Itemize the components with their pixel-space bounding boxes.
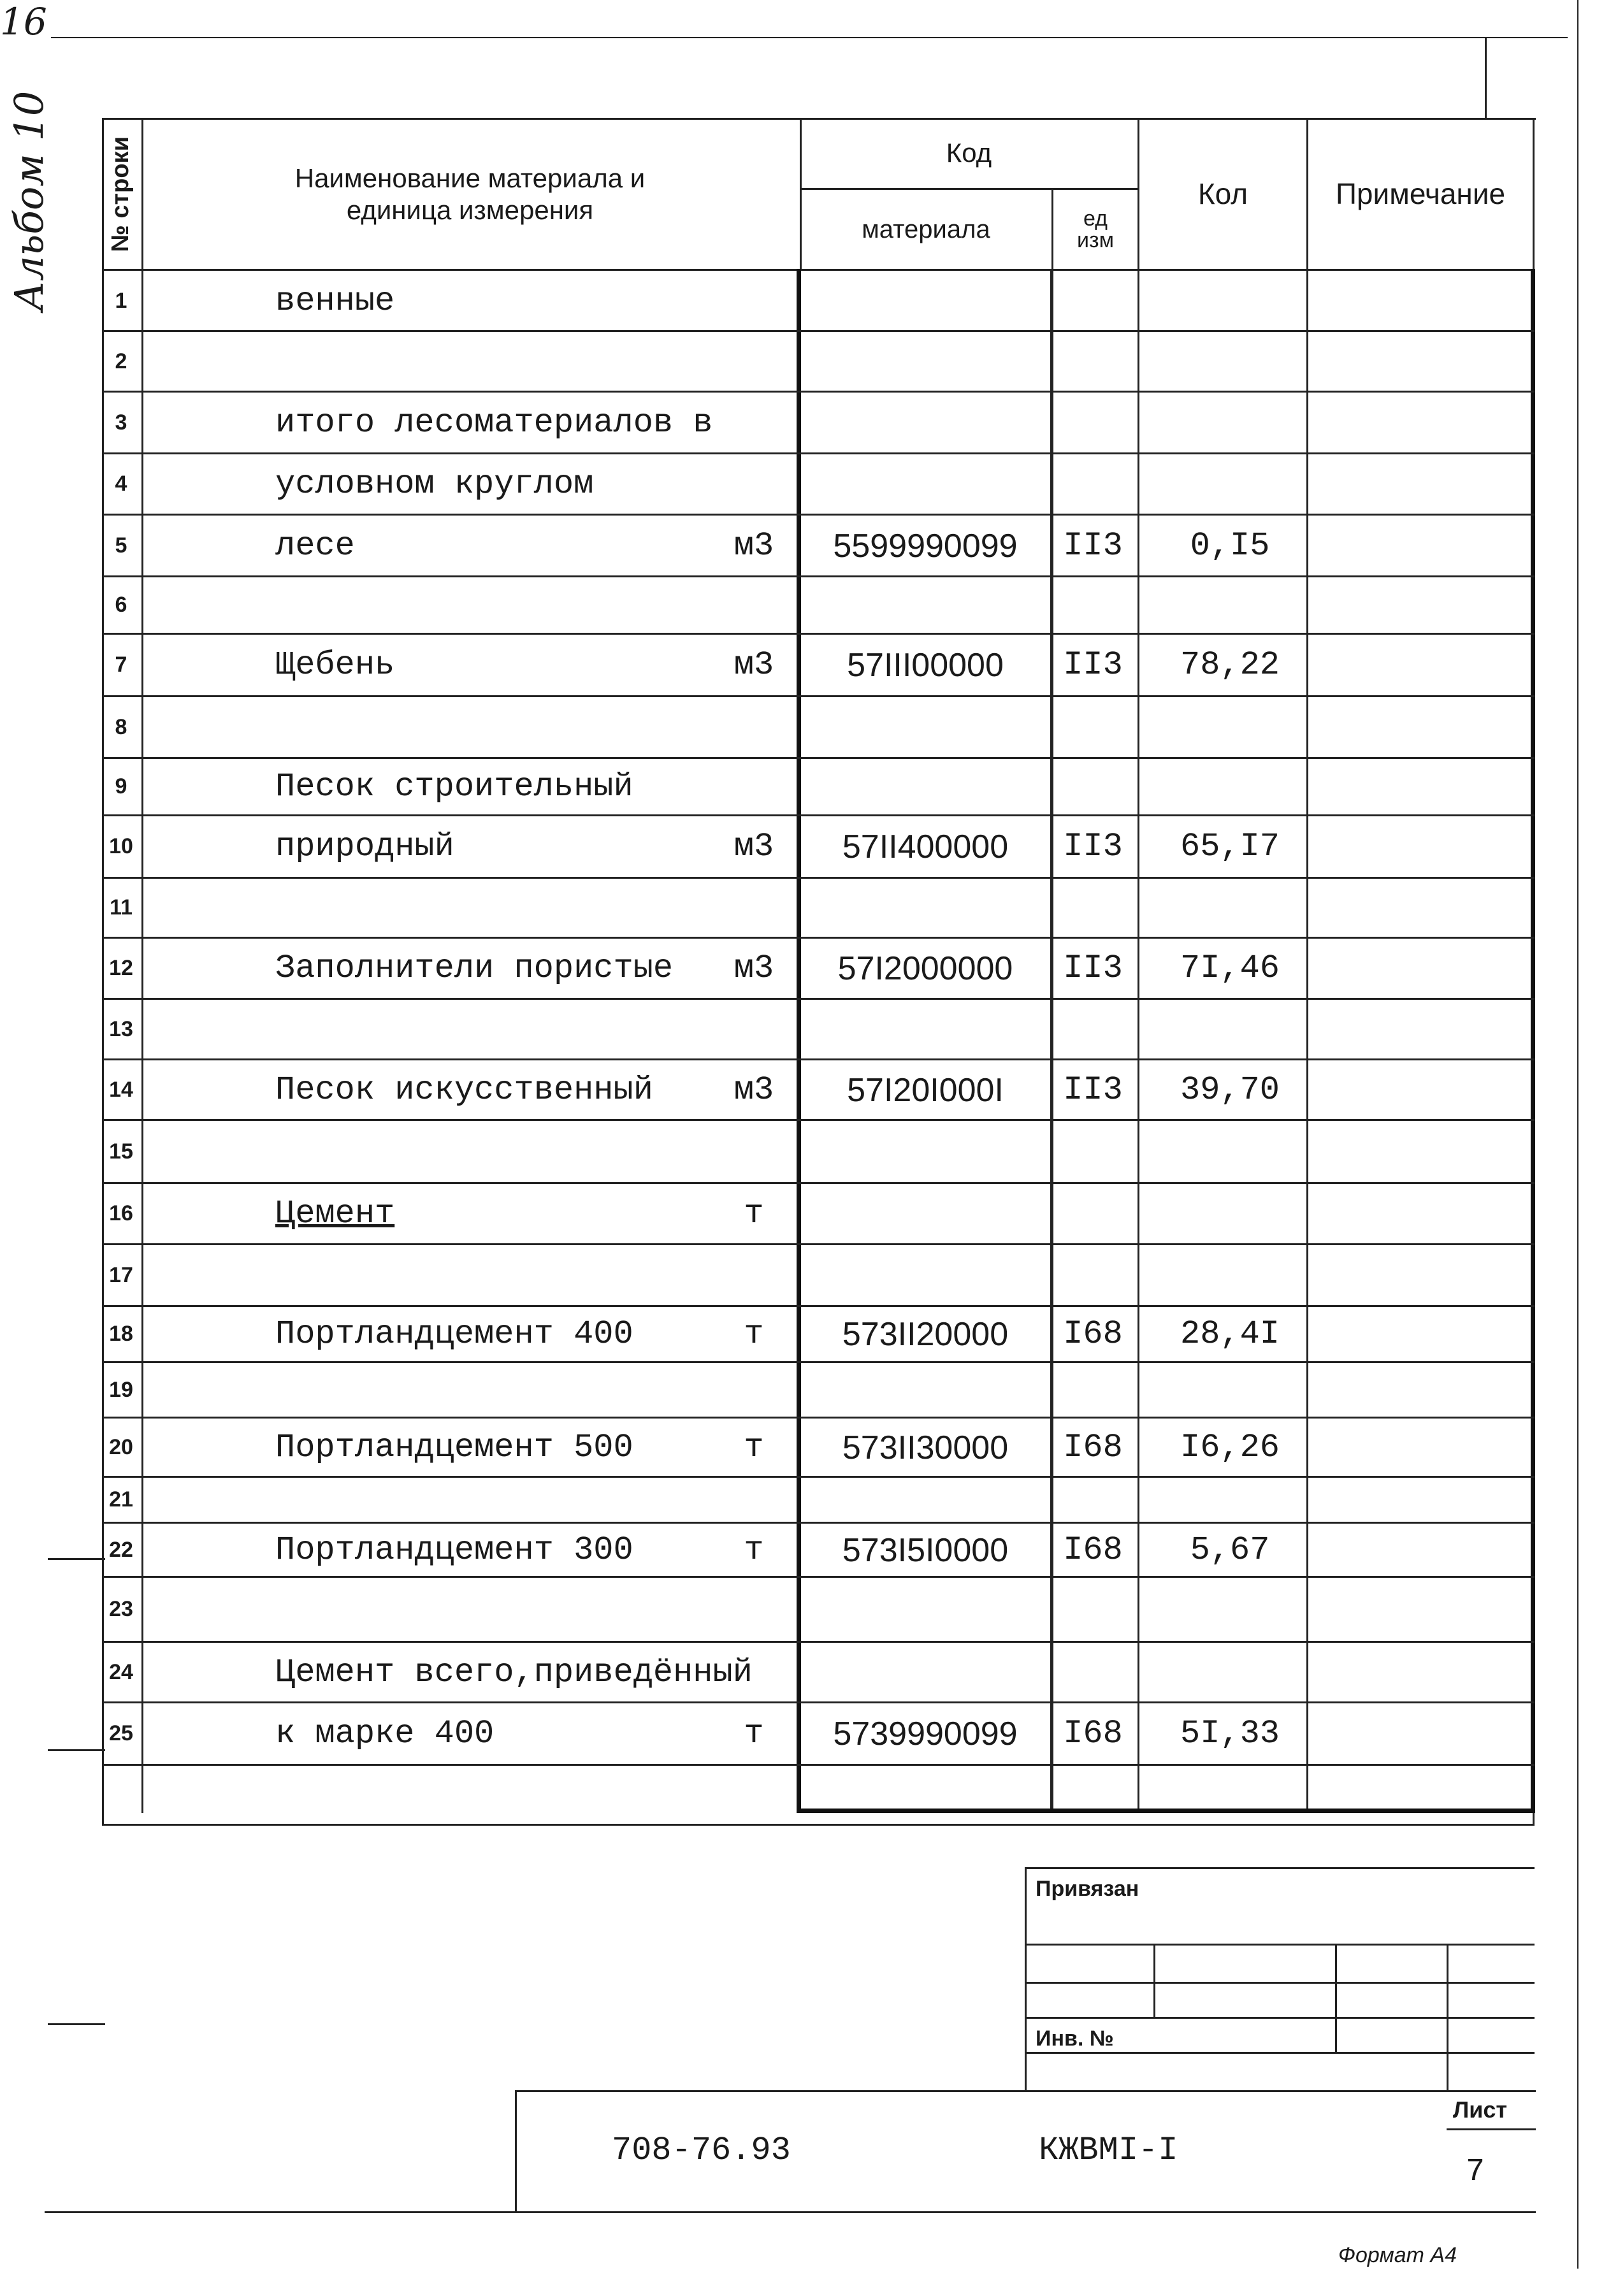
material-name: природный	[275, 828, 454, 865]
unit-of-measure: м3	[733, 526, 774, 565]
row-number: 24	[109, 1659, 133, 1684]
unit-of-measure: м3	[733, 828, 774, 865]
quantity: 5,67	[1190, 1531, 1270, 1569]
stamp-line-1	[1025, 1944, 1535, 1946]
material-name: лесе	[275, 526, 355, 565]
unit-code: II3	[1063, 949, 1123, 987]
row-number: 21	[109, 1487, 133, 1512]
header-bottom-line	[102, 269, 1535, 271]
material-name: Портландцемент 400	[275, 1315, 633, 1353]
code-ed-divider	[1050, 269, 1053, 1813]
album-note: Альбом 10	[5, 90, 52, 311]
row-number: 1	[115, 288, 127, 313]
stamp-col-3	[1447, 1944, 1448, 2090]
margin-mark-2	[48, 1749, 105, 1751]
rowno-divider	[141, 118, 143, 1813]
material-code: 5599990099	[833, 527, 1018, 565]
unit-of-measure: м3	[733, 1071, 774, 1109]
header-code: Код	[946, 137, 992, 168]
table-top-line	[102, 118, 1536, 120]
row-divider	[102, 1182, 1535, 1184]
row-divider	[102, 633, 1535, 635]
table-bottom-line	[102, 1824, 1535, 1826]
code-sub-line	[800, 188, 1138, 190]
row-number: 18	[109, 1322, 133, 1346]
stamp-line-4	[1025, 2052, 1535, 2054]
row-number: 12	[109, 956, 133, 980]
row-number: 14	[109, 1077, 133, 1102]
row-divider	[102, 1119, 1535, 1121]
margin-mark-3	[48, 2023, 105, 2025]
row-divider	[102, 1417, 1535, 1419]
top-border	[51, 37, 1568, 38]
row-divider	[102, 998, 1535, 1000]
row-divider	[102, 514, 1535, 516]
quantity: 39,70	[1180, 1071, 1280, 1109]
row-number: 10	[109, 834, 133, 858]
unit-of-measure: т	[744, 1428, 764, 1466]
row-number: 16	[109, 1201, 133, 1225]
code-frame-right	[1531, 269, 1535, 1813]
row-divider	[102, 1576, 1535, 1578]
doc-name: КЖВМI-I	[1039, 2132, 1178, 2169]
stamp-bound-label: Привязан	[1036, 1877, 1139, 1901]
row-divider	[102, 937, 1535, 939]
row-number: 7	[115, 653, 127, 677]
quantity: I6,26	[1180, 1428, 1280, 1466]
row-divider	[102, 1641, 1535, 1643]
row-divider	[102, 877, 1535, 879]
row-number: 11	[110, 895, 133, 920]
stamp-col-1	[1153, 1944, 1155, 2017]
material-name: Заполнители пористые	[275, 949, 674, 987]
row-divider	[102, 757, 1535, 759]
row-number: 13	[109, 1016, 133, 1041]
quantity: 0,I5	[1190, 526, 1270, 565]
material-code: 57I20I000I	[847, 1071, 1004, 1109]
row-number: 25	[109, 1721, 133, 1745]
row-divider	[102, 695, 1535, 697]
material-name: Песок искусственный	[275, 1071, 653, 1109]
margin-mark-1	[48, 1558, 105, 1560]
header-qty: Кол	[1197, 177, 1248, 211]
row-divider	[102, 1243, 1535, 1245]
row-divider	[102, 1476, 1535, 1478]
quantity: 28,4I	[1180, 1315, 1280, 1353]
material-name: венные	[275, 282, 395, 320]
row-divider	[102, 1764, 1535, 1766]
code-frame-bottom	[797, 1809, 1535, 1813]
row-divider	[102, 1701, 1535, 1703]
quantity: 7I,46	[1180, 949, 1280, 987]
row-divider	[102, 330, 1535, 332]
material-code: 573II30000	[842, 1429, 1009, 1466]
row-divider	[102, 1058, 1535, 1060]
title-block-left	[515, 2090, 517, 2211]
stamp-line-2	[1025, 1982, 1535, 1984]
format-label: Формат А4	[1338, 2243, 1457, 2267]
sheet-no-divider	[1485, 37, 1487, 120]
doc-code: 708-76.93	[612, 2132, 791, 2169]
unit-code: II3	[1063, 1071, 1123, 1109]
right-margin-line	[1577, 0, 1578, 2269]
stamp-inv-label: Инв. №	[1036, 2026, 1114, 2051]
unit-code: II3	[1063, 828, 1123, 865]
row-divider	[102, 1361, 1535, 1363]
material-code: 57I2000000	[837, 950, 1013, 987]
row-divider	[102, 575, 1535, 577]
title-block-top	[516, 2090, 1536, 2092]
stamp-line-3	[1025, 2017, 1535, 2019]
unit-of-measure: т	[744, 1531, 764, 1569]
header-note: Примечание	[1335, 177, 1506, 211]
row-number: 20	[109, 1434, 133, 1459]
material-name: условном круглом	[275, 465, 594, 503]
material-code: 57III00000	[847, 647, 1004, 684]
unit-code: II3	[1063, 646, 1123, 684]
stamp-top-line	[1025, 1867, 1535, 1869]
unit-of-measure: м3	[733, 949, 774, 987]
row-number: 22	[109, 1537, 133, 1562]
material-name: Портландцемент 500	[275, 1428, 633, 1466]
row-number: 4	[115, 472, 127, 496]
row-number: 3	[115, 410, 127, 435]
row-number: 6	[115, 593, 127, 617]
material-name: Щебень	[275, 646, 395, 684]
row-divider	[102, 814, 1535, 816]
quantity: 78,22	[1180, 646, 1280, 684]
header-code-material: материала	[862, 215, 990, 243]
stamp-left-line	[1025, 1867, 1027, 2090]
stamp-sheet-label: Лист	[1453, 2097, 1508, 2123]
sheet-number: 16	[0, 0, 47, 43]
material-code: 57II400000	[842, 828, 1009, 865]
material-name: Портландцемент 300	[275, 1531, 633, 1569]
unit-code: I68	[1063, 1715, 1123, 1752]
header-name: Наименование материала и единица измерения	[294, 162, 646, 225]
row-number: 2	[115, 349, 127, 373]
row-divider	[102, 452, 1535, 454]
row-number: 19	[109, 1377, 133, 1402]
row-divider	[102, 1522, 1535, 1524]
row-number: 17	[109, 1262, 133, 1287]
row-number: 8	[115, 714, 127, 739]
unit-of-measure: т	[744, 1315, 764, 1353]
unit-code: II3	[1063, 526, 1123, 565]
qty-left-line	[1138, 118, 1139, 1813]
material-code: 5739990099	[833, 1715, 1018, 1752]
row-number: 9	[115, 774, 127, 798]
quantity: 65,I7	[1180, 828, 1280, 865]
sheet-label-divider	[1447, 2128, 1536, 2130]
stamp-col-2	[1335, 1944, 1337, 2052]
material-name: Цемент	[275, 1195, 395, 1232]
unit-code: I68	[1063, 1428, 1123, 1466]
material-code: 573I5I0000	[842, 1531, 1009, 1569]
unit-code: I68	[1063, 1315, 1123, 1353]
material-name: Песок строительный	[275, 768, 633, 805]
unit-of-measure: м3	[733, 646, 774, 684]
row-number: 5	[115, 533, 127, 558]
row-number: 15	[109, 1139, 133, 1164]
row-divider	[102, 1305, 1535, 1307]
unit-of-measure: т	[744, 1195, 764, 1232]
title-block-bottom	[45, 2211, 1536, 2213]
header-code-unit: ед изм	[1077, 206, 1114, 252]
unit-code: I68	[1063, 1531, 1123, 1569]
unit-of-measure: т	[744, 1715, 764, 1752]
material-name: итого лесоматериалов в	[275, 403, 713, 442]
material-name: к марке 400	[275, 1715, 495, 1752]
row-number: 23	[109, 1597, 133, 1621]
material-code: 573II20000	[842, 1316, 1009, 1353]
header-row-no: № строки	[107, 136, 134, 252]
material-name: Цемент всего,приведённый	[275, 1653, 753, 1691]
row-divider	[102, 391, 1535, 393]
stamp-sheet-value: 7	[1466, 2154, 1485, 2190]
quantity: 5I,33	[1180, 1715, 1280, 1752]
code-frame-left	[797, 269, 801, 1813]
